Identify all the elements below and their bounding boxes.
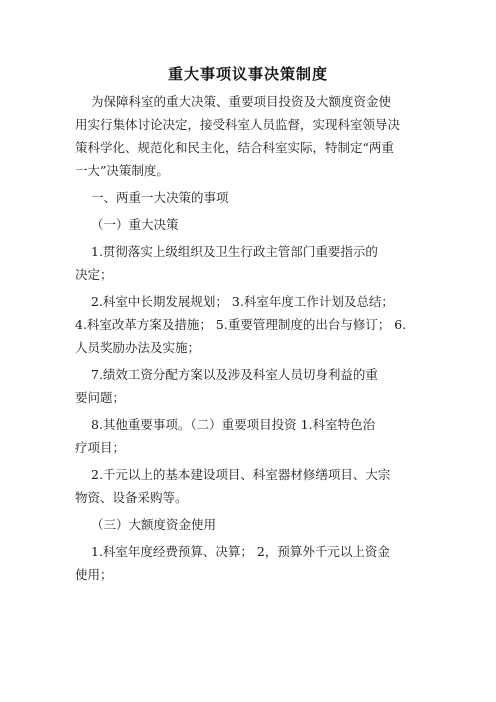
list-item-line: 物资、设备采购等。 <box>75 490 188 505</box>
list-item-line: 1.贯彻落实上级组织及卫生行政主管部门重要指示的 <box>91 244 378 259</box>
list-item-line: 2.千元以上的基本建设项目、科室器材修缮项目、大宗 <box>91 467 391 482</box>
document-title: 重大事项议事决策制度 <box>167 65 328 83</box>
paragraph-line: 策科学化、规范化和民主化，结合科室实际，特制定“两重 <box>75 140 394 155</box>
subsection-heading: （一）重大决策 <box>91 217 179 232</box>
list-item-line: 8.其他重要事项。（二）重要项目投资 1.科室特色治 <box>91 417 376 432</box>
list-item-line: 决定； <box>75 267 113 282</box>
subsection-heading: （三）大额度资金使用 <box>91 517 217 532</box>
paragraph-line: 一大”决策制度。 <box>75 163 169 178</box>
list-item-line: 疗项目； <box>75 440 126 455</box>
list-item-line: 7.绩效工资分配方案以及涉及科室人员切身利益的重 <box>91 367 378 382</box>
list-item-line: 人员奖励办法及实施； <box>75 340 201 355</box>
list-item-line: 要问题； <box>75 390 126 405</box>
paragraph-line: 为保障科室的重大决策、重要项目投资及大额度资金使 <box>91 94 392 109</box>
list-item-line: 1.科室年度经费预算、决算； 2，预算外千元以上资金 <box>91 544 390 559</box>
list-item-line: 2.科室中长期发展规划； 3.科室年度工作计划及总结； <box>91 294 394 309</box>
list-item-line: 使用； <box>75 567 113 582</box>
section-heading: 一、两重一大决策的事项 <box>91 190 229 205</box>
list-item-line: 4.科室改革方案及措施； 5.重要管理制度的出台与修订； 6. <box>75 317 407 332</box>
paragraph-line: 用实行集体讨论决定，接受科室人员监督，实现科室领导决 <box>75 117 401 132</box>
